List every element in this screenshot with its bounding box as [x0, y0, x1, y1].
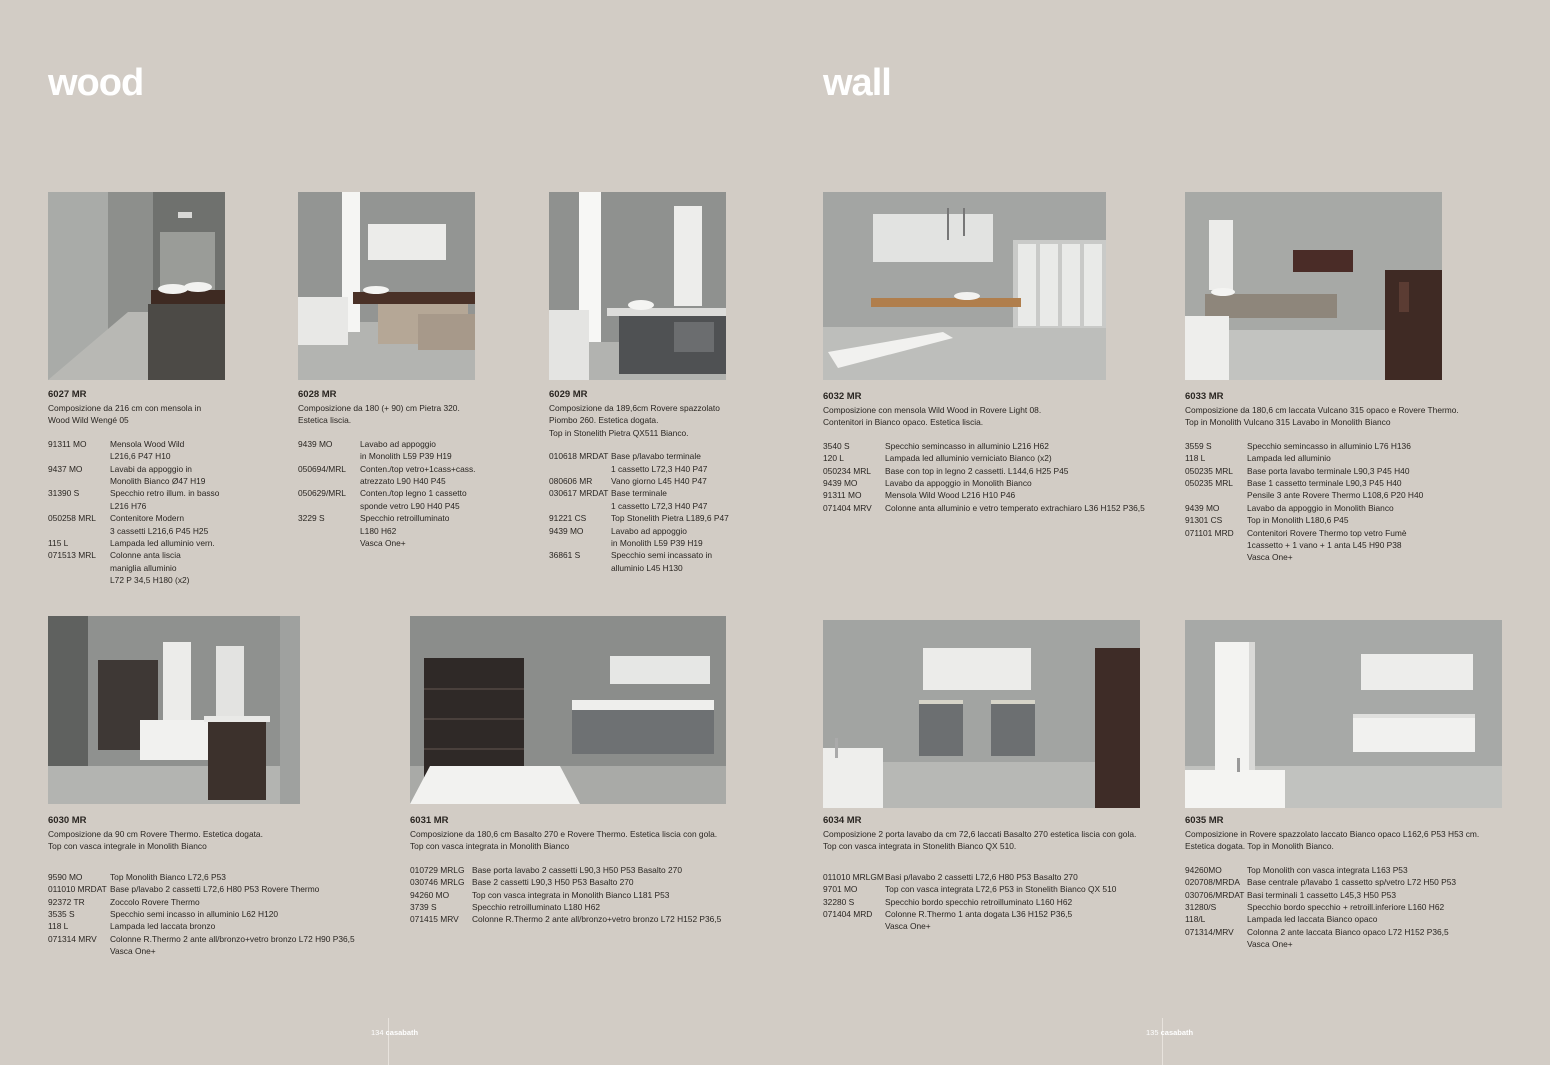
- product-card-6032: [823, 391, 1163, 514]
- page-title-wall: wall: [823, 62, 891, 104]
- photo-6030: [48, 616, 300, 804]
- brand-name: casabath: [1160, 1028, 1194, 1037]
- item-row: 010729 MRLG Base porta lavabo 2 cassetti L90,3 H50 P53 Basalto 270: [410, 864, 682, 875]
- product-card-6030: [48, 815, 388, 958]
- item-row: 050235 MRL Base porta lavabo terminale L90,3 P45 H40: [1185, 465, 1410, 476]
- item-row: 030706/MRDAT Basi terminali 1 cassetto L45,3 H50 P53: [1185, 889, 1396, 900]
- page-number: 135: [1146, 1028, 1159, 1037]
- item-list: [549, 450, 789, 574]
- product-code: 6035 MR: [1185, 815, 1224, 826]
- product-code: 6032 MR: [823, 391, 862, 402]
- item-row: 94260 MO Top con vasca integrata in Monolith Bianco L181 P53: [410, 889, 670, 900]
- product-description: Composizione da 216 cm con mensola in Wood Wild Wengé 05: [48, 403, 202, 426]
- product-card-6029: [549, 389, 789, 574]
- item-row: 118 L Lampada led laccata bronzo: [48, 921, 216, 932]
- folio-left: [371, 1028, 418, 1037]
- item-row: 3559 S Specchio semincasso in alluminio L76 H136: [1185, 440, 1411, 451]
- product-code: 6033 MR: [1185, 391, 1224, 402]
- item-row: 92372 TR Zoccolo Rovere Thermo: [48, 896, 200, 907]
- page-number: 134: [371, 1028, 384, 1037]
- product-description: Composizione da 180,6 cm laccata Vulcano 315 opaco e Rovere Thermo. Top in Monolith Vulcano 315 Lavabo in Monolith Bianco: [1185, 405, 1459, 428]
- product-description: Composizione in Rovere spazzolato laccato Bianco opaco L162,6 P53 H53 cm. Estetica dogata. Top in Monolith Bianco.: [1185, 829, 1480, 852]
- item-list: [823, 440, 1163, 514]
- item-row: 118/L Lampada led laccata Bianco opaco: [1185, 914, 1378, 925]
- item-row: 050258 MRL Contenitore Modern 3 cassetti L216,6 P45 H25: [48, 513, 209, 536]
- item-row: 120 L Lampada led alluminio verniciato Bianco (x2): [823, 453, 1052, 464]
- item-row: 030746 MRLG Base 2 cassetti L90,3 H50 P53 Basalto 270: [410, 877, 634, 888]
- product-description: Composizione da 180 (+ 90) cm Pietra 320. Estetica liscia.: [298, 403, 460, 426]
- item-list: [1185, 864, 1525, 951]
- photo-6035: [1185, 620, 1502, 808]
- product-description: Composizione da 189,6cm Rovere spazzolato Piombo 260. Estetica dogata. Top in Stonelith Pietra QX511 Bianco.: [549, 403, 720, 438]
- item-list: [48, 438, 288, 587]
- item-row: 071314 MRV Colonne R.Thermo 2 ante all/bronzo+vetro bronzo L72 H90 P36,5 Vasca One+: [48, 933, 355, 957]
- photo-6029: [549, 192, 726, 380]
- folio-rule-left: [388, 1018, 389, 1065]
- item-row: 9439 MO Lavabo ad appoggio in Monolith L59 P39 H19: [298, 438, 452, 462]
- item-row: 31390 S Specchio retro illum. in basso L216 H76: [48, 488, 220, 511]
- item-row: 118 L Lampada led alluminio: [1185, 453, 1331, 464]
- item-row: 050235 MRL Base 1 cassetto terminale L90,3 P45 H40 Pensile 3 ante Rovere Thermo L108,6 P20 H40: [1185, 478, 1424, 501]
- item-list: [410, 864, 750, 926]
- brand-name: casabath: [385, 1028, 419, 1037]
- product-code: 6029 MR: [549, 389, 588, 400]
- item-row: 3739 S Specchio retroilluminato L180 H62: [410, 902, 601, 913]
- photo-6033: [1185, 192, 1442, 380]
- item-row: 3229 S Specchio retroilluminato L180 H62: [298, 513, 450, 536]
- photo-6031: [410, 616, 726, 804]
- item-row: 91311 MO Mensola Wild Wood L216 H10 P46: [823, 490, 1016, 501]
- product-card-6033: [1185, 391, 1525, 564]
- item-row: 071404 MRV Colonne anta alluminio e vetro temperato extrachiaro L36 H152 P36,5: [823, 502, 1145, 513]
- item-row: 9439 MO Lavabo da appoggio in Monolith Bianco: [1185, 502, 1394, 513]
- item-row: 9590 MO Top Monolith Bianco L72,6 P53: [48, 871, 226, 882]
- item-list: [48, 871, 388, 958]
- item-row: 91301 CS Top in Monolith L180,6 P45: [1185, 515, 1349, 526]
- item-row: 080606 MR Vano giorno L45 H40 P47: [549, 476, 707, 487]
- item-row: 91221 CS Top Stonelith Pietra L189,6 P47: [549, 513, 729, 524]
- photo-6032: [823, 192, 1106, 380]
- product-description: Composizione da 90 cm Rovere Thermo. Estetica dogata. Top con vasca integrale in Monolith Bianco: [48, 829, 263, 852]
- item-row: 3540 S Specchio semincasso in alluminio L216 H62: [823, 440, 1049, 451]
- product-code: 6027 MR: [48, 389, 87, 400]
- product-code: 6031 MR: [410, 815, 449, 826]
- photo-6028: [298, 192, 475, 380]
- item-row: 9437 MO Lavabi da appoggio in Monolith Bianco Ø47 H19: [48, 463, 206, 487]
- item-row: 115 L Lampada led alluminio vern.: [48, 538, 215, 549]
- folio-rule-right: [1162, 1018, 1163, 1065]
- item-list: [1185, 440, 1525, 564]
- item-row: 32280 S Specchio bordo specchio retroilluminato L160 H62: [823, 896, 1073, 907]
- item-list: [823, 871, 1163, 933]
- product-description: Composizione con mensola Wild Wood in Rovere Light 08. Contenitori in Bianco opaco. Estetica liscia.: [823, 405, 1042, 428]
- item-row: 050629/MRL Conten./top legno 1 cassetto sponde vetro L90 H40 P45: [298, 488, 467, 511]
- product-card-6027: [48, 389, 288, 587]
- photo-6027: [48, 192, 225, 380]
- product-code: 6034 MR: [823, 815, 862, 826]
- item-row: 31280/S Specchio bordo specchio + retroill.inferiore L160 H62: [1185, 902, 1445, 913]
- item-row: 050694/MRL Conten./top vetro+1cass+cass. atrezzato L90 H40 P45: [298, 463, 476, 487]
- product-card-6031: [410, 815, 750, 926]
- item-row: 011010 MRLGM Basi p/lavabo 2 cassetti L72,6 H80 P53 Basalto 270: [823, 871, 1078, 882]
- product-card-6035: [1185, 815, 1525, 951]
- item-row: 9701 MO Top con vasca integrata L72,6 P53 in Stonelith Bianco QX 510: [823, 884, 1117, 895]
- item-row: 3535 S Specchio semi incasso in alluminio L62 H120: [48, 909, 279, 920]
- item-row: 94260MO Top Monolith con vasca integrata L163 P53: [1185, 864, 1408, 875]
- item-row: Vasca One+: [360, 538, 406, 549]
- photo-6034: [823, 620, 1140, 808]
- item-row: 011010 MRDAT Base p/lavabo 2 cassetti L72,6 H80 P53 Rovere Thermo: [48, 884, 320, 895]
- item-row: 9439 MO Lavabo da appoggio in Monolith Bianco: [823, 478, 1032, 489]
- product-code: 6028 MR: [298, 389, 337, 400]
- product-description: Composizione da 180,6 cm Basalto 270 e Rovere Thermo. Estetica liscia con gola. Top con vasca integrata in Monolith Bianco: [410, 829, 718, 852]
- item-list: [298, 438, 538, 550]
- item-row: 071314/MRV Colonna 2 ante laccata Bianco opaco L72 H152 P36,5 Vasca One+: [1185, 926, 1449, 950]
- folio-right: [1146, 1028, 1193, 1037]
- product-card-6028: [298, 389, 538, 549]
- item-row: 36861 S Specchio semi incassato in alluminio L45 H130: [549, 550, 713, 573]
- item-row: 9439 MO Lavabo ad appoggio in Monolith L59 P39 H19: [549, 525, 703, 549]
- item-row: 020708/MRDA Base centrale p/lavabo 1 cassetto sp/vetro L72 H50 P53: [1185, 877, 1457, 888]
- item-row: 91311 MO Mensola Wood Wild L216,6 P47 H10: [48, 438, 185, 462]
- item-row: 071415 MRV Colonne R.Thermo 2 ante all/bronzo+vetro bronzo L72 H152 P36,5: [410, 914, 722, 925]
- product-code: 6030 MR: [48, 815, 87, 826]
- product-card-6034: [823, 815, 1163, 933]
- item-row: 050234 MRL Base con top in legno 2 cassetti. L144,6 H25 P45: [823, 465, 1069, 476]
- item-row: 030617 MRDAT Base terminale 1 cassetto L72,3 H40 P47: [549, 488, 708, 511]
- item-row: 071404 MRD Colonne R.Thermo 1 anta dogata L36 H152 P36,5 Vasca One+: [823, 909, 1073, 932]
- item-row: 071513 MRL Colonne anta liscia maniglia alluminio L72 P 34,5 H180 (x2): [48, 550, 190, 586]
- item-row: 010618 MRDAT Base p/lavabo terminale 1 cassetto L72,3 H40 P47: [549, 451, 708, 474]
- item-row: 071101 MRD Contenitori Rovere Thermo top vetro Fumè 1cassetto + 1 vano + 1 anta L45 H90 P38 Vasca One+: [1185, 527, 1407, 563]
- page-title-wood: wood: [48, 62, 144, 104]
- product-description: Composizione 2 porta lavabo da cm 72,6 laccati Basalto 270 estetica liscia con gola. Top con vasca integrata in Stonelith Bianco QX 510.: [823, 829, 1137, 852]
